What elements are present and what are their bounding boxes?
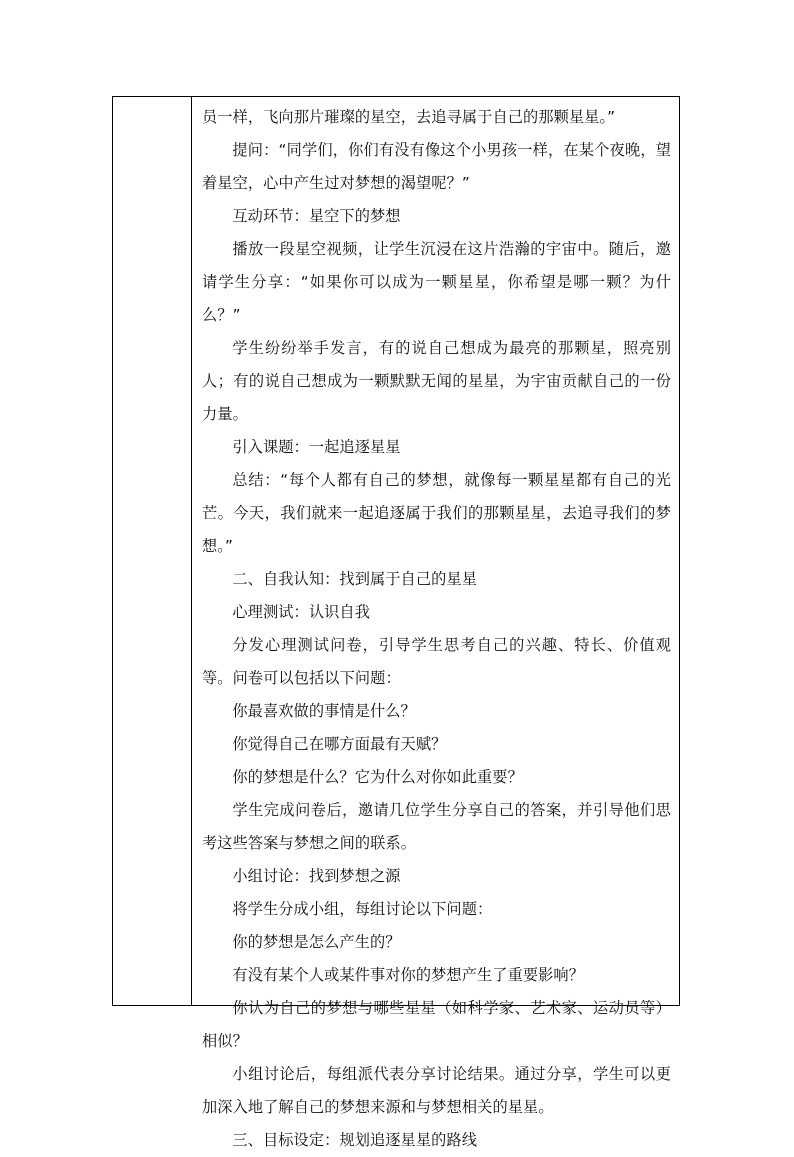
paragraph-15: 小组讨论：找到梦想之源 [232,867,401,885]
paragraph-6: 引入课题：一起追逐星星 [232,438,401,456]
paragraph-1: 员一样，飞向那片璀璨的星空，去追寻属于自己的那颗星星。” [202,108,616,126]
paragraph-5: 学生纷纷举手发言，有的说自己想成为最亮的那颗星，照亮别人；有的说自己想成为一颗默默无闻的星星，为宇宙贡献自己的一份力量。 [202,339,671,423]
table-left-column-cell [113,97,192,1005]
paragraph-20: 小组讨论后，每组派代表分享讨论结果。通过分享，学生可以更加深入地了解自己的梦想来源和与梦想相关的星星。 [202,1065,671,1116]
paragraph-3: 互动环节：星空下的梦想 [232,207,401,225]
paragraph-8: 二、自我认知：找到属于自己的星星 [232,570,477,588]
paragraph-9: 心理测试：认识自我 [232,603,370,621]
paragraph-21: 三、目标设定：规划追逐星星的路线 [232,1131,477,1149]
paragraph-12: 你觉得自己在哪方面最有天赋？ [232,735,447,753]
paragraph-19: 你认为自己的梦想与哪些星星（如科学家、艺术家、运动员等）相似？ [202,999,671,1050]
paragraph-17: 你的梦想是怎么产生的？ [232,933,401,951]
paragraph-4: 播放一段星空视频，让学生沉浸在这片浩瀚的宇宙中。随后，邀请学生分享：“如果你可以成为一颗星星，你希望是哪一颗？为什么？” [202,240,671,324]
paragraph-13: 你的梦想是什么？它为什么对你如此重要？ [232,768,523,786]
lesson-plan-table [112,96,680,1149]
paragraph-7: 总结：“每个人都有自己的梦想，就像每一颗星星都有自己的光芒。今天，我们就来一起追逐属于我们的那颗星星，去追寻我们的梦想。” [202,471,671,555]
paragraph-14: 学生完成问卷后，邀请几位学生分享自己的答案，并引导他们思考这些答案与梦想之间的联系。 [202,801,671,852]
table-content-cell [192,97,679,1149]
paragraph-10: 分发心理测试问卷，引导学生思考自己的兴趣、特长、价值观等。问卷可以包括以下问题： [202,636,671,687]
paragraph-18: 有没有某个人或某件事对你的梦想产生了重要影响？ [232,966,585,984]
paragraph-16: 将学生分成小组，每组讨论以下问题： [232,900,493,918]
paragraph-11: 你最喜欢做的事情是什么？ [232,702,416,720]
paragraph-2: 提问：“同学们，你们有没有像这个小男孩一样，在某个夜晚，望着星空，心中产生过对梦想的渴望呢？” [202,141,671,192]
